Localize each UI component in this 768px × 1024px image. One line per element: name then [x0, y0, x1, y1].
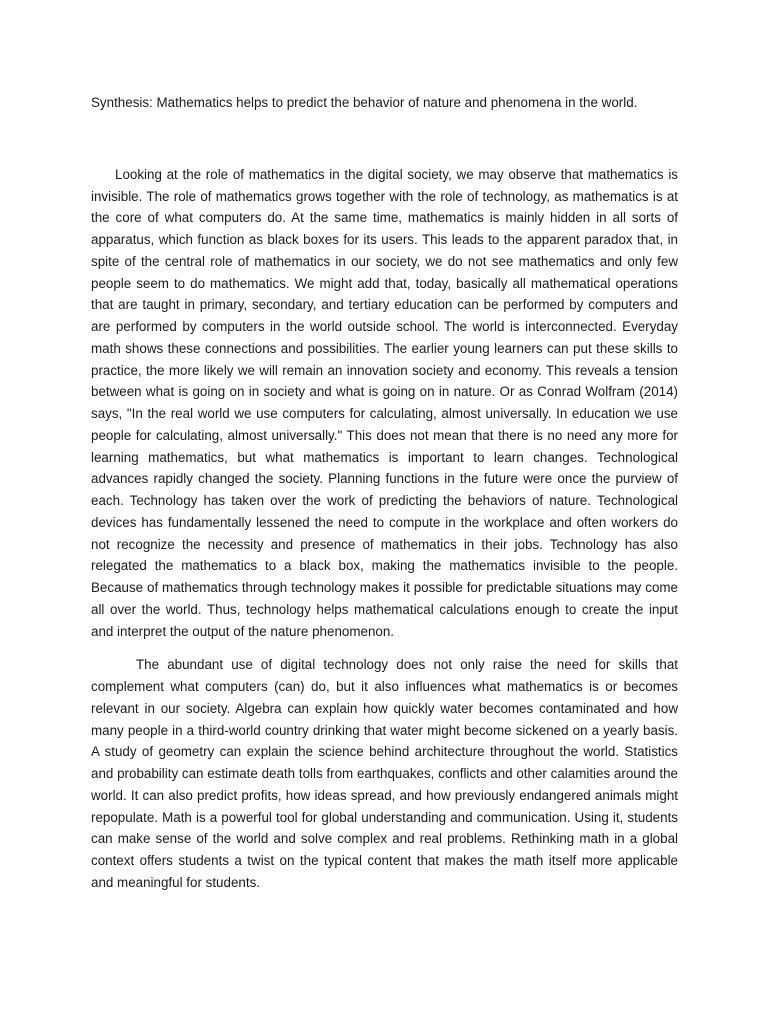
document-title: Synthesis: Mathematics helps to predict the behavior of nature and phenomena in the world. — [91, 95, 638, 110]
document-body — [91, 92, 678, 894]
body-paragraph-1: Looking at the role of mathematics in the digital society, we may observe that mathematics is invisible. The role of mathematics grows together with the role of technology, as mathematics is at the core of what computers do. At the same time, mathematics is mainly hidden in all sorts of apparatus, which function as black boxes for its users. This leads to the apparent paradox that, in spite of the central role of mathematics in our society, we do not see mathematics and only few people seem to do mathematics. We might add that, today, basically all mathematical operations that are taught in primary, secondary, and tertiary education can be performed by computers and are performed by computers in the world outside school. The world is interconnected. Everyday math shows these connections and possibilities. The earlier young learners can put these skills to practice, the more likely we will remain an innovation society and economy. This reveals a tension between what is going on in society and what is going on in nature. Or as Conrad Wolfram (2014) says, "In the real world we use computers for calculating, almost universally. In education we use people for calculating, almost universally." This does not mean that there is no need any more for learning mathematics, but what mathematics is important to learn changes. Technological advances rapidly changed the society. Planning functions in the future were once the purview of each. Technology has taken over the work of predicting the behaviors of nature. Technological devices has fundamentally lessened the need to compute in the workplace and often workers do not recognize the necessity and presence of mathematics in their jobs. Technology has also relegated the mathematics to a black box, making the mathematics invisible to the people. Because of mathematics through technology makes it possible for predictable situations may come all over the world. Thus, technology helps mathematical calculations enough to create the input and interpret the output of the nature phenomenon. — [91, 166, 678, 639]
body-paragraph-2: The abundant use of digital technology does not only raise the need for skills that complement what computers (can) do, but it also influences what mathematics is or becomes relevant in our society. Algebra can explain how quickly water becomes contaminated and how many people in a third-world country drinking that water might become sickened on a yearly basis. A study of geometry can explain the science behind architecture throughout the world. Statistics and probability can estimate death tolls from earthquakes, conflicts and other calamities around the world. It can also predict profits, how ideas spread, and how previously endangered animals might repopulate. Math is a powerful tool for global understanding and communication. Using it, students can make sense of the world and solve complex and real problems. Rethinking math in a global context offers students a twist on the typical content that makes the math itself more applicable and meaningful for students. — [91, 657, 678, 890]
